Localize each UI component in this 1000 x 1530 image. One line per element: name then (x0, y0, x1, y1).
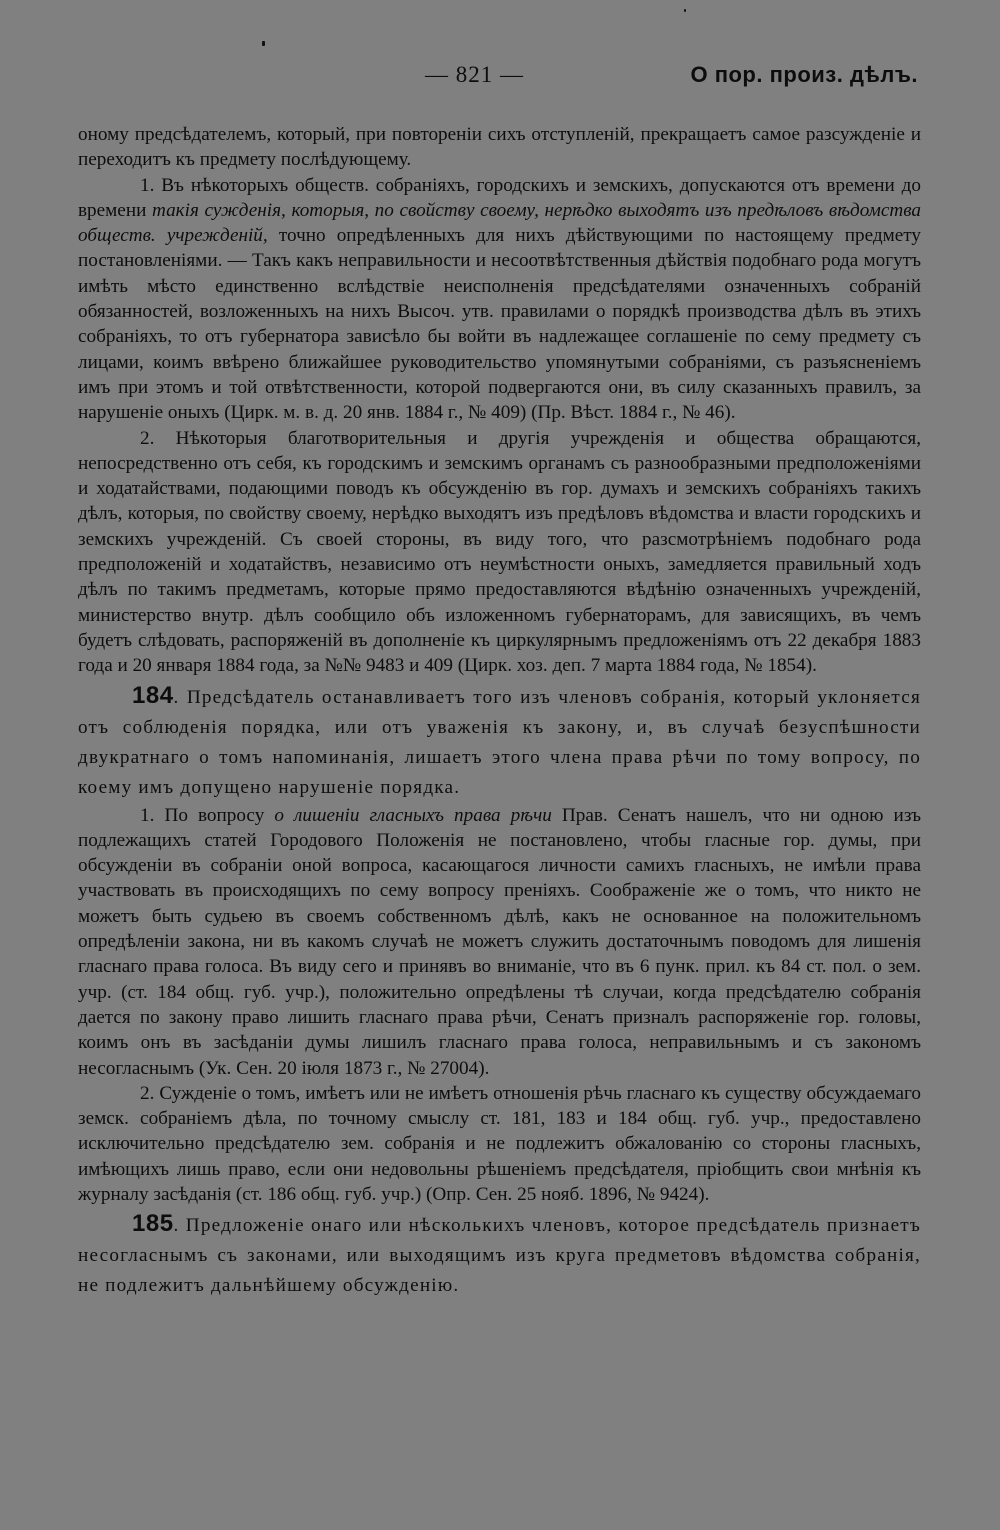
article-184 (78, 681, 921, 803)
body-text (78, 122, 921, 1301)
note-paragraph-4: 2. Сужденіе о томъ, имѣетъ или не имѣетъ отношенія рѣчь гласнаго къ существу обсуждаемаго земск. собраніемъ дѣла, по точному смыслу ст. 181, 183 и 184 общ. губ. учр., предоставлено исключительно предсѣдателю зем. собранія и не подлежитъ обжалованію со стороны гласныхъ, имѣющихъ лишь право, если они недовольны рѣшеніемъ предсѣдателя, пріобщить свои мнѣнія къ журналу засѣданія (ст. 186 общ. губ. учр.) (Опр. Сен. 25 нояб. 1896, № 9424). (78, 1082, 921, 1205)
article-text: . Предложеніе онаго или нѣсколькихъ членовъ, которое предсѣдатель признаетъ несогласнымъ съ законами, или выходящимъ изъ круга предметовъ вѣдомства собранія, не подлежитъ дальнѣйшему обсужденію. (78, 1215, 921, 1297)
italic-phrase: такія сужденія, которыя, по свойству своему, нерѣдко выходятъ изъ предѣловъ вѣдомства обществ. учрежденій, (78, 199, 921, 247)
note-paragraph-2: 2. Нѣкоторыя благотворительныя и другія учрежденія и общества обращаются, непосредственно отъ себя, къ городскимъ и земскимъ органамъ съ разнообразными предположеніями и ходатайствами, подающими поводъ къ обсужденію въ гор. думахъ и земскихъ собраніяхъ такихъ дѣлъ, которыя, по свойству своему, нерѣдко выходятъ изъ предѣловъ вѣдомства и власти городскихъ и земскихъ учрежденій. Съ своей стороны, въ виду того, что разсмотрѣніемъ подобнаго рода предположеній и ходатайствъ, независимо отъ неумѣстности оныхъ, замедляется правильный ходъ дѣлъ по такимъ предметамъ, которые прямо предоставляются вѣдѣнію означенныхъ учрежденій, министерство внутр. дѣлъ сообщило объ изложенномъ губернаторамъ, для зависящихъ, въ чемъ будетъ слѣдовать, распоряженій въ дополненіе къ циркулярнымъ предложеніямъ отъ 22 декабря 1883 года и 20 января 1884 года, за №№ 9483 и 409 (Цирк. хоз. деп. 7 марта 1884 года, № 1854). (78, 427, 921, 677)
page-header (80, 62, 918, 96)
italic-phrase: о лишеніи гласныхъ права рѣчи (274, 804, 552, 826)
note-text: Прав. Сенатъ нашелъ, что ни одною изъ подлежащихъ статей Городового Положенія не постановлено, чтобы гласные гор. думы, при обсужденіи въ собраніи оной вопроса, касающагося личности самихъ гласныхъ, не имѣли права участвовать въ происходящихъ по сему вопросу преніяхъ. Соображеніе же о томъ, что никто не можетъ быть судьею въ своемъ собственномъ дѣлѣ, какъ не основанное на положительномъ опредѣленіи закона, ни въ какомъ случаѣ не можетъ служить достаточнымъ поводомъ для лишенія гласнаго права голоса. Въ виду сего и принявъ во вниманіе, что въ 6 пунк. прил. къ 84 ст. пол. о зем. учр. (ст. 184 общ. губ. учр.), положительно опредѣлены тѣ случаи, когда предсѣдателю собранія дается по закону право лишить гласнаго права рѣчи, Сенатъ призналъ распоряженіе гор. головы, коимъ онъ въ засѣданіи думы лишилъ гласнаго права голоса, неправильнымъ и съ закономъ несогласнымъ (Ук. Сен. 20 іюля 1873 г., № 27004). (78, 804, 922, 1079)
print-speck (262, 41, 265, 46)
article-185 (78, 1209, 921, 1301)
note-text: точно опредѣленныхъ для нихъ дѣйствующими по настоящему предмету постановленіями. — Такъ какъ неправильности и несоотвѣтственныя дѣйствія подобнаго рода могутъ имѣть мѣсто единственно вслѣдствіе неисполненія предсѣдателями означенныхъ собраній обязанностей, возложенныхъ на нихъ Высоч. утв. правилами о порядкѣ производства дѣлъ въ этихъ собраніяхъ, то отъ губернатора зависѣло бы войти въ надлежащее соглашеніе по сему предмету съ лицами, коимъ ввѣрено ближайшее руководительство упомянутыми собраніями, съ разъясненіемъ имъ при этомъ и той отвѣтственности, которой подвергаются они, въ силу сказанныхъ правилъ, за нарушеніе оныхъ (Цирк. м. в. д. 20 янв. 1884 г., № 409) (Пр. Вѣст. 1884 г., № 46). (78, 225, 921, 424)
page-number: — 821 — (425, 62, 524, 87)
paragraph-continuation: оному предсѣдателемъ, который, при повтореніи сихъ отступленій, прекращаетъ самое разсужденіе и переходитъ къ предмету послѣдующему. (78, 124, 921, 171)
article-number: 184 (132, 681, 174, 709)
running-title: О пор. произ. дѣлъ. (690, 62, 918, 87)
note-text: 1. Въ нѣкоторыхъ обществ. собраніяхъ, городскихъ и земскихъ, допускаются отъ времени до времени (78, 174, 921, 221)
print-speck (684, 9, 686, 12)
note-paragraph-1 (78, 173, 921, 426)
article-text: . Предсѣдатель останавливаетъ того изъ членовъ собранія, который уклоняется отъ соблюденія порядка, или отъ уваженія къ закону, и, въ случаѣ безуспѣшности двукратнаго о томъ напоминанія, лишаетъ этого члена права рѣчи по тому вопросу, по коему имъ допущено нарушеніе порядка. (78, 686, 921, 798)
note-text: 1. По вопросу (140, 804, 275, 826)
note-paragraph-3 (78, 803, 921, 1081)
article-number: 185 (132, 1210, 174, 1238)
